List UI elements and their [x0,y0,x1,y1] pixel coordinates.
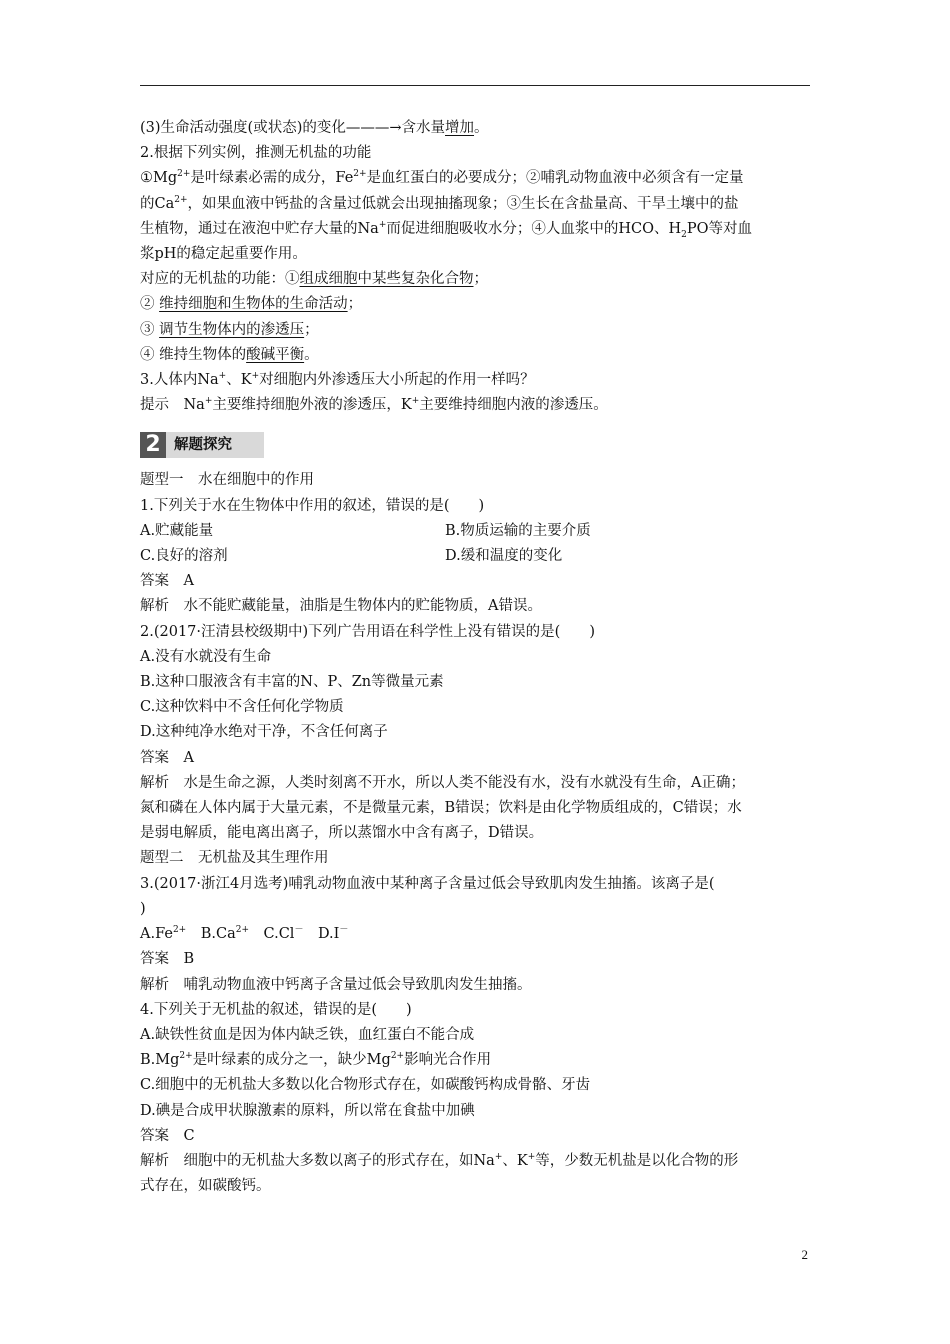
exercise-3-explanation: 解析 哺乳动物血液中钙离子含量过低会导致肌肉发生抽搐。 [140,976,532,993]
answer-underlined: 调节生物体内的渗透压 [159,321,305,338]
exercise-1-options-row-2 [140,544,812,569]
answer-underlined: 增加 [445,120,475,136]
option-d: D.碘是合成甲状腺激素的原料，所以常在食盐中加碘 [140,1102,475,1119]
question-type-1: 题型一 水在细胞中的作用 [140,472,314,489]
text: 、K [226,372,252,389]
answer-underlined: 维持细胞和生物体的生命活动 [159,296,348,313]
exercise-2-explanation-line: 氮和磷在人体内属于大量元素，不是微量元素，B错误；饮料是由化学物质组成的，C错误；水 [140,800,742,817]
text: 3.人体内Na [140,372,219,389]
function-2 [140,292,812,317]
section-number-badge: 2 [140,432,166,458]
text: 。 [304,346,319,363]
page-body [140,116,812,1199]
text: ①Mg [140,170,178,187]
function-4 [140,343,812,368]
text: 影响光合作用 [404,1052,492,1069]
text: 是叶绿素的成分之一，缺少Mg [192,1052,391,1069]
line-3 [140,116,812,141]
superscript: 2+ [172,925,187,936]
exercise-2-answer: 答案 A [140,749,194,766]
exercise-1-options-row-1 [140,519,812,544]
section-title: 解题探究 [166,432,264,458]
text: 是血红蛋白的必要成分；②哺乳动物血液中必须含有一定量 [366,170,744,187]
answer-underlined: 组成细胞中某些复杂化合物 [299,271,474,288]
superscript: + [251,371,260,382]
page-number: 2 [801,1247,808,1262]
exercise-4-explanation-line: 式存在，如碳酸钙。 [140,1178,271,1195]
option-a: A.缺铁性贫血是因为体内缺乏铁，血红蛋白不能合成 [140,1026,475,1043]
question-2-title: 2.根据下列实例，推测无机盐的功能 [140,145,372,162]
answer-underlined: 酸碱平衡 [246,346,305,363]
option-c: C.这种饮料中不含任何化学物质 [140,699,344,716]
exercise-3-answer: 答案 B [140,951,195,968]
option-b: B.这种口服液含有丰富的N、P、Zn等微量元素 [140,674,444,691]
text: 主要维持细胞内液的渗透压。 [419,397,608,414]
function-1 [140,267,812,292]
superscript: 2+ [353,169,367,180]
text: ； [347,296,363,313]
text: 解析 细胞中的无机盐大多数以离子的形式存在，如Na [140,1152,495,1169]
superscript: + [494,1151,503,1162]
text: 对应的无机盐的功能：① [140,271,300,288]
text: 提示 Na [140,397,205,414]
text: 主要维持细胞外液的渗透压，K [212,397,412,414]
option-b: B.Ca [186,926,236,943]
question-type-2: 题型二 无机盐及其生理作用 [140,850,329,867]
q2-line-1 [140,166,812,191]
q2-line-2 [140,192,812,217]
exercise-2-question: 2.(2017·汪清县校级期中)下列广告用语在科学性上没有错误的是( ) [140,623,595,640]
text: 。 [474,120,489,136]
exercise-1-explanation: 解析 水不能贮藏能量，油脂是生物体内的贮能物质，A错误。 [140,598,542,615]
option-c: C.良好的溶剂 [140,548,228,565]
superscript: － [339,925,349,936]
superscript: 2+ [390,1051,405,1062]
option-d: D.I [303,926,340,943]
option-d: D.这种纯净水绝对干净，不含任何离子 [140,724,388,741]
superscript: + [527,1151,536,1162]
hint [140,393,812,418]
superscript: 2+ [235,925,250,936]
exercise-2-explanation-line: 解析 水是生命之源，人类时刻离不开水，所以人类不能没有水，没有水就没有生命，A正确； [140,774,745,791]
text: 、K [502,1152,528,1169]
text: ② [140,296,160,313]
superscript: 2+ [179,1051,193,1062]
exercise-4-explanation-line [140,1149,812,1174]
text: (3)生命活动强度(或状态)的变化———→含水量 [140,120,446,136]
question-3 [140,368,812,393]
text: B.Mg [140,1052,180,1069]
text: 生植物，通过在液泡中贮存大量的Na [140,220,379,237]
text: ③ [140,321,160,338]
q2-line-4: 浆pH的稳定起重要作用。 [140,246,307,263]
option-c: C.Cl [249,926,295,943]
option-a: A.贮藏能量 [140,522,214,539]
exercise-1-answer: 答案 A [140,573,194,590]
exercise-3-question-line: ) [140,900,146,917]
exercise-1-question: 1.下列关于水在生物体中作用的叙述，错误的是( ) [140,497,485,514]
option-b [140,1048,812,1073]
option-d: D.缓和温度的变化 [445,548,563,565]
text: 等，少数无机盐是以化合物的形 [535,1152,739,1169]
text: ④ 维持生物体的 [140,346,247,363]
exercise-2-explanation-line: 是弱电解质，能电离出离子，所以蒸馏水中含有离子，D错误。 [140,825,544,842]
text: PO等对血 [686,220,753,237]
option-a: A.Fe [140,926,173,943]
text: ； [473,271,488,288]
section-header [140,432,812,458]
text: 是叶绿素必需的成分，Fe [190,170,354,187]
header-rule [140,85,810,86]
exercise-3-question-line: 3.(2017·浙江4月选考)哺乳动物血液中某种离子含量过低会导致肌肉发生抽搐。该离子是( [140,875,715,892]
option-c: C.细胞中的无机盐大多数以化合物形式存在，如碳酸钙构成骨骼、牙齿 [140,1077,591,1094]
superscript: + [204,396,213,407]
superscript: － [294,925,304,936]
q2-line-3 [140,217,812,242]
function-3 [140,318,812,343]
superscript: 2+ [174,194,188,205]
text: ； [304,321,319,338]
option-b: B.物质运输的主要介质 [445,522,591,539]
text: ，如果血液中钙盐的含量过低就会出现抽搐现象；③生长在含盐量高、干旱土壤中的盐 [187,195,739,212]
exercise-4-answer: 答案 C [140,1127,195,1144]
text: 而促进细胞吸收水分；④人血浆中的HCO、H [386,220,682,237]
exercise-4-question: 4.下列关于无机盐的叙述，错误的是( ) [140,1001,412,1018]
superscript: 2+ [177,169,191,180]
subscript: 2 [681,229,687,240]
text: 对细胞内外渗透压大小所起的作用一样吗？ [259,372,535,389]
superscript: + [218,371,227,382]
superscript: + [378,219,387,230]
superscript: + [411,396,420,407]
text: 的Ca [140,195,175,212]
option-a: A.没有水就没有生命 [140,648,272,665]
exercise-3-options [140,922,812,947]
